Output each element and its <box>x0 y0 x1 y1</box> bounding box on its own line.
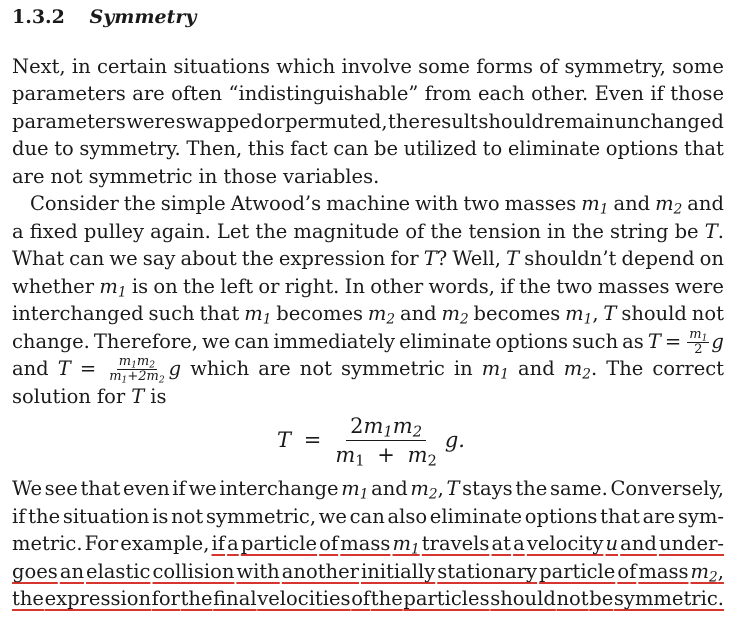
paragraph3-line-4: goes an elastic collision with another initially stationary particle of mass $m_2$, <box>12 560 724 586</box>
paragraph2-line-5: interchanged such that $m_1$ becomes $m_2$ and $m_2$ becomes $m_1$, T should not <box>12 302 724 328</box>
paragraph1-line-2: parameters are often “indistinguishable” from each other. Even if those <box>12 82 724 105</box>
paragraph1-line-1: Next, in certain situations which involve some forms of symmetry, some <box>12 55 724 78</box>
equation-numerator: $2m_1m_2$ <box>346 414 426 441</box>
paragraph2-line-2: a fixed pulley again. Let the magnitude of the tension in the string be T. <box>12 220 724 243</box>
section-number: 1.3.2 <box>12 6 65 28</box>
paragraph2-line-6: change. Therefore, we can immediately eliminate options such as T = $\frac{m_1}{2}$ g <box>12 327 724 357</box>
paragraph2-line-3: What can we say about the expression for T? Well, T shouldn’t depend on <box>12 247 724 270</box>
paragraph2-line-7: and T = $\frac{m_1m_2}{m_1+2m_2}$ g which are not symmetric in $m_1$ and $m_2$. The correct <box>12 354 724 386</box>
paragraph2-line-4: whether $m_1$ is on the left or right. In other words, if the two masses were <box>12 275 724 301</box>
inline-fraction: $\frac{m_1}{2}$ <box>689 327 708 357</box>
equation-lhs: T = <box>277 428 322 452</box>
paragraph1-line-3: parameters were swapped or permuted, the result should remain unchanged <box>12 110 724 133</box>
paragraph3-line-5: the expression for the final velocities of the particles should not be symmetric. <box>12 587 724 610</box>
inline-fraction: $\frac{m_1m_2}{m_1+2m_2}$ <box>109 354 165 386</box>
paragraph1-line-5: are not symmetric in those variables. <box>12 165 380 188</box>
section-heading <box>12 6 196 28</box>
display-equation <box>0 412 742 468</box>
equation-tail: g. <box>444 428 465 452</box>
paragraph1-line-4: due to symmetry. Then, this fact can be utilized to eliminate options that <box>12 137 724 160</box>
equation-denominator: $m_1 + m_2$ <box>335 442 437 470</box>
section-title: Symmetry <box>89 6 197 28</box>
paragraph3-line-2: if the situation is not symmetric, we can also eliminate options that are sym- <box>12 505 724 528</box>
paragraph2-line-1: Consider the simple Atwood’s machine with two masses $m_1$ and $m_2$ and <box>30 192 724 218</box>
paragraph2-line-8: solution for T is <box>12 385 167 408</box>
paragraph3-line-3: metric. For example, if a particle of mass $m_1$ travels at a velocity u and under- <box>12 532 724 558</box>
paragraph3-line-1: We see that even if we interchange $m_1$ and $m_2$, T stays the same. Conversely, <box>12 477 724 503</box>
equation-fraction <box>331 413 441 470</box>
